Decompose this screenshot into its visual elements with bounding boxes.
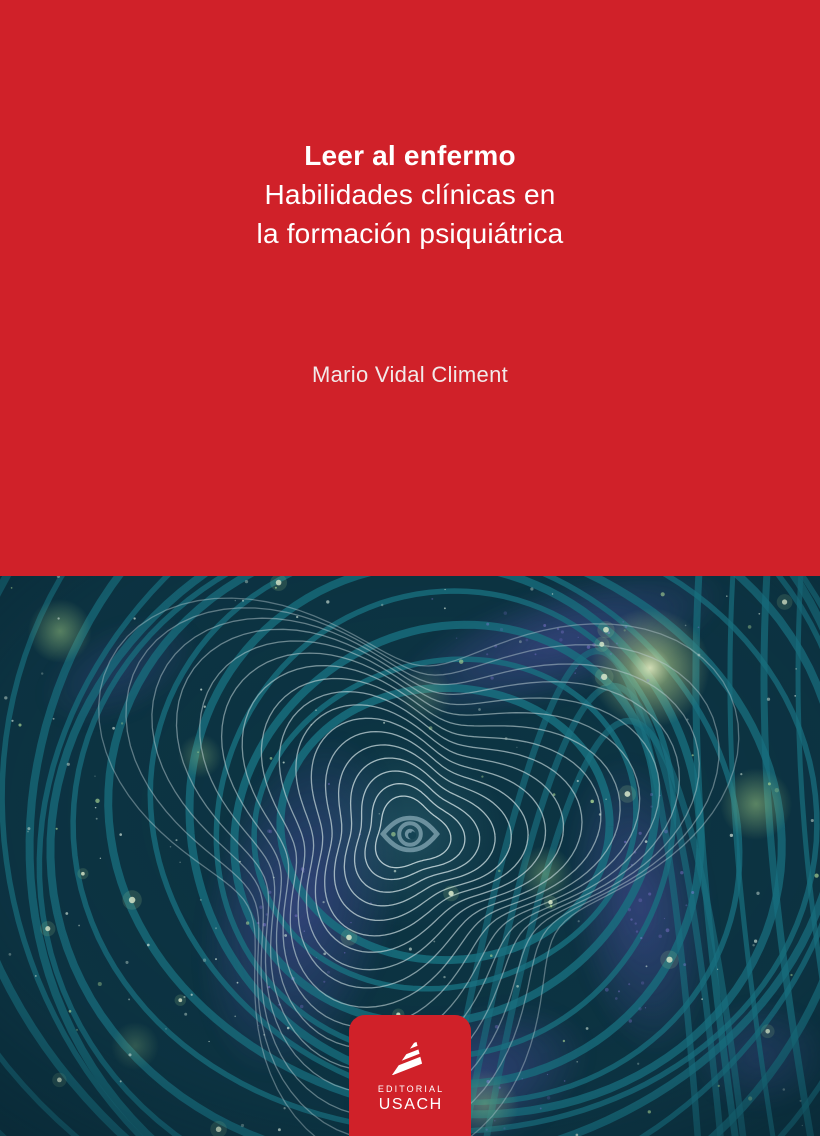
publisher-tab bbox=[349, 1015, 471, 1136]
publisher-name-label: USACH bbox=[378, 1096, 443, 1113]
book-subtitle-line-1: Habilidades clínicas en bbox=[264, 179, 556, 210]
book-subtitle-line-2: la formación psiquiátrica bbox=[256, 218, 564, 249]
title-block bbox=[0, 136, 820, 253]
book-title: Leer al enfermo bbox=[304, 140, 516, 171]
author-name: Mario Vidal Climent bbox=[311, 362, 509, 387]
usach-logo-icon bbox=[390, 1039, 430, 1076]
publisher-imprint-label: EDITORIAL bbox=[377, 1084, 445, 1094]
